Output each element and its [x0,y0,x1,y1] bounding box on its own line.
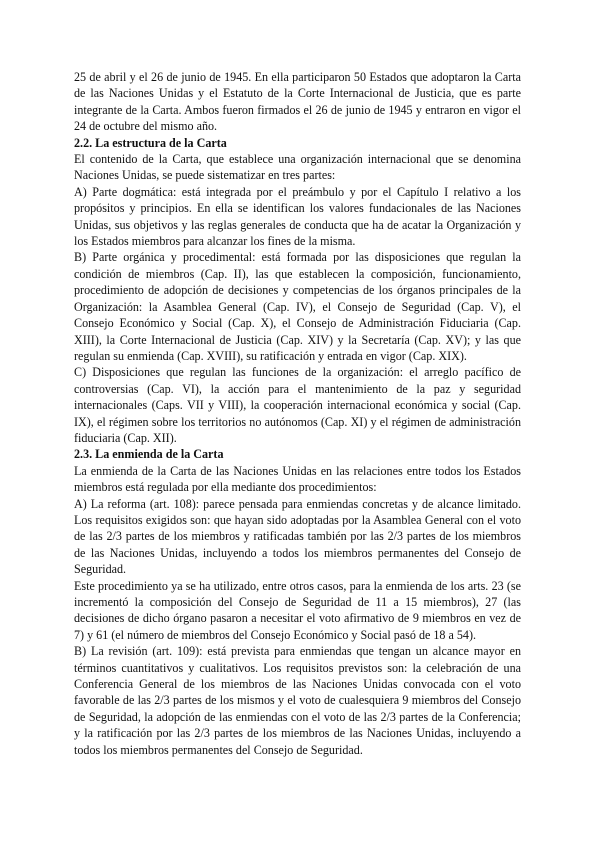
paragraph-amendment-intro: La enmienda de la Carta de las Naciones Unidas en las relaciones entre todos los Estados miembros está regulada por ella mediante dos procedimientos: [74,463,521,495]
paragraph-part-b: B) Parte orgánica y procedimental: está formada por las disposiciones que regulan la condición de miembros (Cap. II), las que establecen la composición, funcionamiento, procedimiento de adopción de decisiones y competencias de los órganos principales de la Organización: la Asamblea General (Cap. IV), el Consejo de Seguridad (Cap. V), el Consejo Económico y Social (Cap. X), el Consejo de Administración Fiduciaria (Cap. XIII), la Corte Internacional de Justicia (Cap. XIV) y la Secretaría (Cap. XV); y las que regulan su enmienda (Cap. XVIII), su ratificación y entrada en vigor (Cap. XIX). [74,250,521,363]
heading-structure: 2.2. La estructura de la Carta [74,135,227,150]
paragraph-part-c: C) Disposiciones que regulan las funciones de la organización: el arreglo pacífico de controversias (Cap. VI), la acción para el mantenimiento de la paz y seguridad internacionales (Caps. VII y VIII), la cooperación internacional económica y social (Cap. IX), el régimen sobre los territorios no autónomos (Cap. XI) y el régimen de administración fiduciaria (Cap. XII). [74,365,521,445]
paragraph-intro: 25 de abril y el 26 de junio de 1945. En ella participaron 50 Estados que adoptaron la Carta de las Naciones Unidas y el Estatuto de la Corte Internacional de Justicia, que es parte integrante de la Carta. Ambos fueron firmados el 26 de junio de 1945 y entraron en vigor el 24 de octubre del mismo año. [74,70,521,134]
paragraph-reform: A) La reforma (art. 108): parece pensada para enmiendas concretas y de alcance limitado. Los requisitos exigidos son: que hayan sido adoptadas por la Asamblea General con el voto de las 2/3 partes de los miembros y ratificadas también por las 2/3 partes de los miembros de las Naciones Unidas, incluyendo a todos los miembros permanentes del Consejo de Seguridad. [74,496,521,577]
heading-amendment: 2.3. La enmienda de la Carta [74,447,224,462]
paragraph-reform-usage: Este procedimiento ya se ha utilizado, entre otros casos, para la enmienda de los arts. 23 (se incrementó la composición del Consejo de Seguridad de 11 a 15 miembros), 27 (las decisiones de dicho órgano pasaron a necesitar el voto afirmativo de 9 miembros en vez de 7) y 61 (el número de miembros del Consejo Económico y Social pasó de 18 a 54). [74,578,521,642]
paragraph-part-a: A) Parte dogmática: está integrada por el preámbulo y por el Capítulo I relativo a los propósitos y principios. En ella se identifican los valores fundacionales de las Naciones Unidas, sus objetivos y las reglas generales de conducta que ha de acatar la Organización y los Estados miembros para alcanzar los fines de la misma. [74,184,521,249]
paragraph-structure-intro: El contenido de la Carta, que establece una organización internacional que se denomina Naciones Unidas, se puede sistematizar en tres partes: [74,152,521,183]
paragraph-revision: B) La revisión (art. 109): está prevista para enmiendas que tengan un alcance mayor en términos cuantitativos y cualitativos. Los requisitos previstos son: la celebración de una Conferencia General de los miembros de las Naciones Unidas convocada con el voto favorable de las 2/3 partes de los mismos y el voto de cualesquiera 9 miembros del Consejo de Seguridad, la adopción de las enmiendas con el voto de las 2/3 partes de la Conferencia; y la ratificación por las 2/3 partes de los miembros de las Naciones Unidas, incluyendo a todos los miembros permanentes del Consejo de Seguridad. [74,644,521,757]
